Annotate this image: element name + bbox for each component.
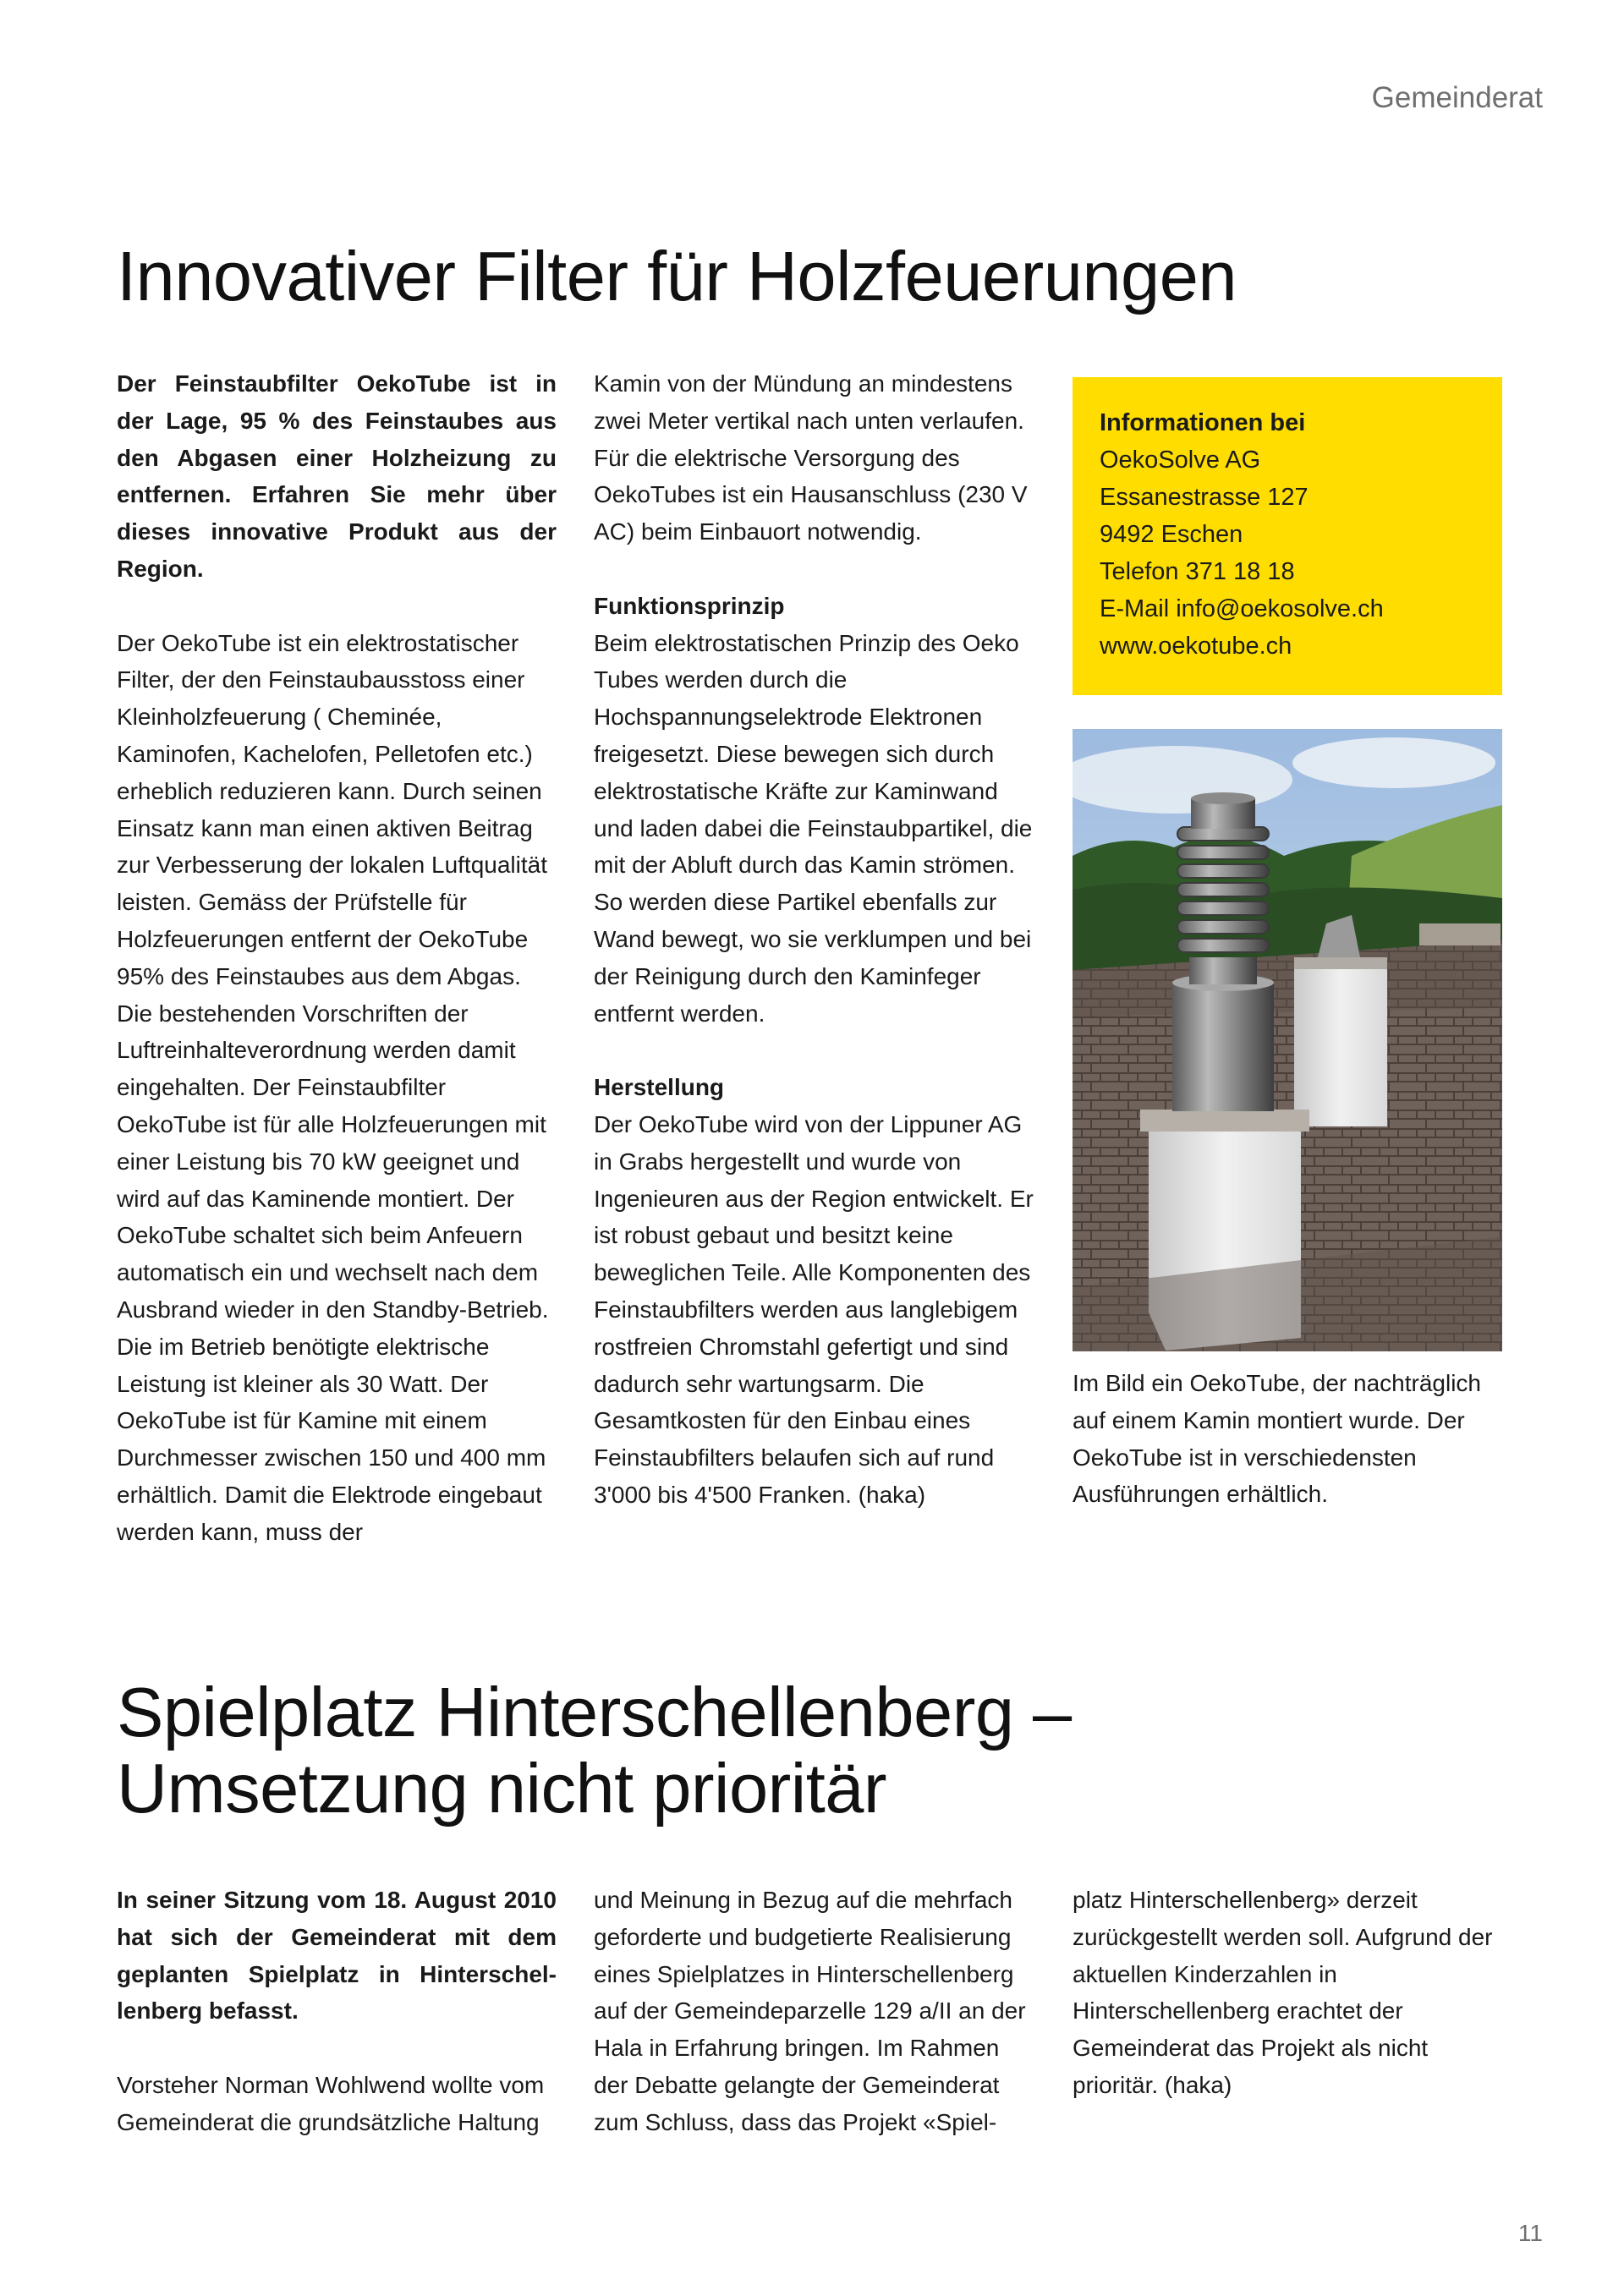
subheading-herstellung: Herstellung xyxy=(594,1074,725,1101)
funktionsprinzip-text: Beim elektrostatischen Prinzip des Oeko Tubes werden durch die Hochspannungselektrode Elektronen freigesetzt. Diese bewegen sich durch elektrostatische Kräfte zur Kaminwand und laden dabei die Feinstaubpartikel, die mit der Abluft durch das Kamin strömen. So werden diese Partikel ebenfalls zur Wand bewegt, wo sie verklumpen und bei der Reinigung durch den Kaminfeger entfernt werden. xyxy=(594,629,1033,1027)
infobox-phone: Telefon 371 18 18 xyxy=(1100,558,1295,585)
subheading-funktionsprinzip: Funktionsprinzip xyxy=(594,592,785,619)
herstellung-text: Der OekoTube wird von der Lippuner AG in Grabs hergestellt und wurde von Ingenieuren aus der Region entwickelt. Er ist robust gebaut und besitzt keine beweglichen Teile. Alle Komponenten des Feinstaubfilters werden aus langlebigem rostfreien Chromstahl gefertigt und sind dadurch sehr wartungsarm. Die Gesamtkosten für den Einbau eines Feinstaubfilters belaufen sich auf rund 3'000 bis 4'500 Franken. (haka) xyxy=(594,1110,1034,1508)
article1-body-col2: Kamin von der Mündung an mindestens zwei Meter vertikal nach unten verlaufen. Für die elektrische Versorgung des OekoTubes ist ein Hausanschluss (230 V AC) beim Einbauort notwendig. xyxy=(594,370,1028,545)
article2-column-3 xyxy=(1073,1882,1512,2104)
infobox-street: Essanestrasse 127 xyxy=(1100,484,1309,511)
infobox-city: 9492 Eschen xyxy=(1100,521,1243,548)
infobox-company: OekoSolve AG xyxy=(1100,447,1261,474)
article1-column-1 xyxy=(117,365,557,1551)
article2-body-col1: Vorsteher Norman Wohlwend wollte vom Gemeinderat die grundsätzliche Haltung xyxy=(117,2071,545,2135)
article2-body-col3: platz Hinterschellenberg» derzeit zurückgestellt werden soll. Aufgrund der aktuellen Kinderzahlen in Hinterschellenberg erachtet der Gemeinderat das Projekt als nicht prioritär. (haka) xyxy=(1073,1887,1493,2098)
article1-title: Innovativer Filter für Holzfeuerungen xyxy=(117,237,1237,315)
article2-title: Spielplatz Hinterschellenberg – Umsetzung nicht prioritär xyxy=(117,1673,1072,1827)
article2-lead: In seiner Sitzung vom 18. August 2010 hat sich der Gemeinderat mit dem geplanten Spielplatz in Hinterschel- lenberg befasst. xyxy=(117,1887,557,2025)
infobox-title: Informationen bei xyxy=(1100,409,1306,436)
article1-lead: Der Feinstaubfilter OekoTube ist in der Lage, 95 % des Feinstaubes aus den Abgasen einer Holzheizung zu entfernen. Erfahren Sie mehr über dieses innovative Produkt aus der Region. xyxy=(117,370,557,582)
article2-column-1 xyxy=(117,1882,557,2141)
article2-body-col2: und Meinung in Bezug auf die mehrfach geforderte und budgetierte Realisierung eines Spielplatzes in Hinterschellenberg auf der Gemeindeparzelle 129 a/II an der Hala in Erfahrung bringen. Im Rahmen der Debatte gelangte der Gemeinderat zum Schluss, dass das Projekt «Spiel- xyxy=(594,1887,1026,2135)
article2-column-2 xyxy=(594,1882,1034,2141)
infobox-website[interactable]: www.oekotube.ch xyxy=(1100,633,1292,660)
section-label: Gemeinderat xyxy=(1371,81,1543,114)
oekotube-photo xyxy=(1073,729,1502,1351)
contact-infobox xyxy=(1073,377,1502,695)
page-number: 11 xyxy=(1517,2220,1543,2246)
photo-caption: Im Bild ein OekoTube, der nachträglich auf einem Kamin montiert wurde. Der OekoTube ist in verschiedensten Ausführungen erhältlich. xyxy=(1073,1370,1481,1508)
article1-column-2 xyxy=(594,365,1034,1514)
infobox-email[interactable]: E-Mail info@oekosolve.ch xyxy=(1100,595,1384,622)
article1-body-col1: Der OekoTube ist ein elektrostatischer Filter, der den Feinstaubausstoss einer Kleinholzfeuerung ( Cheminée, Kaminofen, Kachelofen, Pelletofen etc.) erheblich reduzieren kann. Durch seinen Einsatz kann man einen aktiven Beitrag zur Verbesserung der lokalen Luftqualität leisten. Gemäss der Prüfstelle für Holzfeuerungen entfernt der OekoTube 95% des Feinstaubes aus dem Abgas. Die bestehenden Vorschriften der Luftreinhalteverordnung werden damit eingehalten. Der Feinstaubfilter OekoTube ist für alle Holzfeuerungen mit einer Leistung bis 70 kW geeignet und wird auf das Kaminende montiert. Der OekoTube schaltet sich beim Anfeuern automatisch ein und wechselt nach dem Ausbrand wieder in den Standby-Betrieb. Die im Betrieb benötigte elektrische Leistung ist kleiner als 30 Watt. Der OekoTube ist für Kamine mit einem Durchmesser zwischen 150 und 400 mm erhältlich. Damit die Elektrode eingebaut werden kann, muss der xyxy=(117,629,549,1545)
